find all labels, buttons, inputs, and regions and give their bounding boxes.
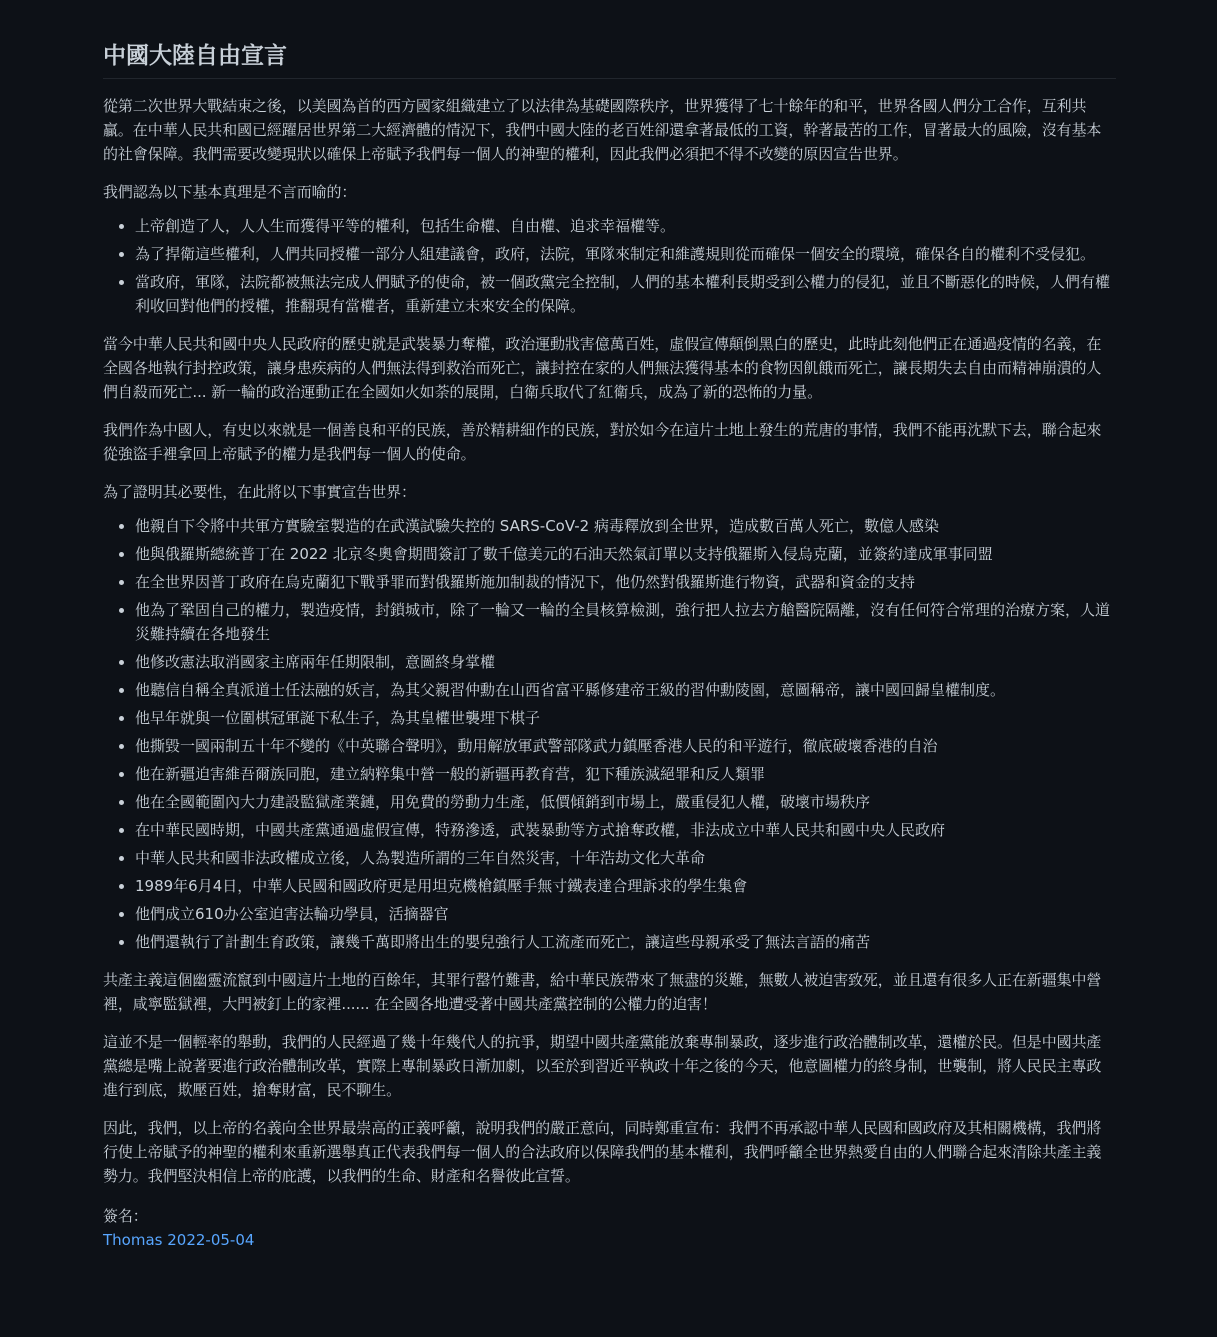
paragraph-history: 當今中華人民共和國中央人民政府的歷史就是武裝暴力奪權，政治運動戕害億萬百姓，虛假宣傳顛倒黑白的歷史，此時此刻他們正在通過疫情的名義，在全國各地執行封控政策，讓身患疾病的人們無法得到救治而死亡，讓封控在家的人們無法獲得基本的食物因飢餓而死亡，讓長期失去自由而精神崩潰的人們自殺而死亡... 新一輪的政治運動正在全國如火如荼的展開，白衛兵取代了紅衛兵，成為了新的恐怖的力量。: [103, 335, 1102, 401]
paragraph-struggle: 這並不是一個輕率的舉動，我們的人民經過了幾十年幾代人的抗爭，期望中國共產黨能放棄專制暴政，逐步進行政治體制改革，還權於民。但是中國共產黨總是嘴上說著要進行政治體制改革，實際上專制暴政日漸加劇，以至於到習近平執政十年之後的今天，他意圖權力的終身制，世襲制，將人民民主專政進行到底，欺壓百姓，搶奪財富，民不聊生。: [103, 1033, 1102, 1099]
paragraph-communism: 共產主義這個幽靈流竄到中國這片土地的百餘年，其罪行罄竹難書，給中華民族帶來了無盡的災難，無數人被迫害致死，並且還有很多人正在新疆集中營裡，咸寧監獄裡，大門被釘上的家裡...... 在全國各地遭受著中國共產黨控制的公權力的迫害！: [103, 971, 1102, 1013]
list-item: • 他早年就與一位圍棋冠軍誕下私生子，為其皇權世襲埋下棋子: [135, 706, 1116, 730]
paragraph-declaration: 因此，我們，以上帝的名義向全世界最崇高的正義呼籲，說明我們的嚴正意向，同時鄭重宣布：我們不再承認中華人民國和國政府及其相關機構，我們將行使上帝賦予的神聖的權利來重新選舉真正代表我們每一個人的合法政府以保障我們的基本權利，我們呼籲全世界熱愛自由的人們聯合起來清除共產主義勢力。我們堅決相信上帝的庇護，以我們的生命、財產和名譽彼此宣誓。: [103, 1119, 1102, 1185]
list-item: • 他們還執行了計劃生育政策，讓幾千萬即將出生的嬰兒強行人工流產而死亡，讓這些母親承受了無法言語的痛苦: [135, 930, 1116, 954]
facts-list: [103, 514, 1116, 954]
signature-link[interactable]: Thomas 2022-05-04: [103, 1231, 255, 1249]
paragraph-facts-lead: 為了證明其必要性，在此將以下事實宣告世界：: [103, 483, 416, 501]
list-item: • 他與俄羅斯總統普丁在 2022 北京冬奧會期間簽訂了數千億美元的石油天然氣訂單以支持俄羅斯入侵烏克蘭，並簽約達成軍事同盟: [135, 542, 1116, 566]
list-item: • 他聽信自稱全真派道士任法融的妖言，為其父親習仲勳在山西省富平縣修建帝王級的習仲勳陵園，意圖稱帝，讓中國回歸皇權制度。: [135, 678, 1116, 702]
list-item: • 為了捍衛這些權利，人們共同授權一部分人組建議會，政府，法院，軍隊來制定和維護規則從而確保一個安全的環境，確保各自的權利不受侵犯。: [135, 242, 1116, 266]
list-item: • 他在全國範圍內大力建設監獄產業鏈，用免費的勞動力生產，低價傾銷到市場上，嚴重侵犯人權，破壞市場秩序: [135, 790, 1116, 814]
page-title: 中國大陸自由宣言: [103, 38, 1116, 79]
list-item: • 他撕毀一國兩制五十年不變的《中英聯合聲明》，動用解放軍武警部隊武力鎮壓香港人民的和平遊行，徹底破壞香港的自治: [135, 734, 1116, 758]
truths-list: [103, 214, 1116, 318]
list-item: • 他們成立610办公室迫害法輪功學員，活摘器官: [135, 902, 1116, 926]
list-item: • 在中華民國時期，中國共產黨通過虛假宣傳，特務滲透，武裝暴動等方式搶奪政權，非法成立中華人民共和國中央人民政府: [135, 818, 1116, 842]
signature-label: 簽名：: [103, 1207, 148, 1225]
list-item: • 中華人民共和國非法政權成立後，人為製造所謂的三年自然災害，十年浩劫文化大革命: [135, 846, 1116, 870]
list-item: • 他在新疆迫害維吾爾族同胞，建立納粹集中營一般的新疆再教育营，犯下種族滅絕罪和反人類罪: [135, 762, 1116, 786]
list-item: • 在全世界因普丁政府在烏克蘭犯下戰爭罪而對俄羅斯施加制裁的情況下，他仍然對俄羅斯進行物資，武器和資金的支持: [135, 570, 1116, 594]
list-item: • 他親自下令將中共軍方實驗室製造的在武漢試驗失控的 SARS-CoV-2 病毒釋放到全世界，造成數百萬人死亡，數億人感染: [135, 514, 1116, 538]
list-item: • 他修改憲法取消國家主席兩年任期限制，意圖終身掌權: [135, 650, 1116, 674]
list-item: • 上帝創造了人，人人生而獲得平等的權利，包括生命權、自由權、追求幸福權等。: [135, 214, 1116, 238]
paragraph-intro: 從第二次世界大戰結束之後，以美國為首的西方國家組織建立了以法律為基礎國際秩序，世界獲得了七十餘年的和平，世界各國人們分工合作，互利共贏。在中華人民共和國已經躍居世界第二大經濟體的情況下，我們中國大陸的老百姓卻還拿著最低的工資，幹著最苦的工作，冒著最大的風險，沒有基本的社會保障。我們需要改變現狀以確保上帝賦予我們每一個人的神聖的權利，因此我們必須把不得不改變的原因宣告世界。: [103, 97, 1102, 163]
paragraph-mission: 我們作為中國人，有史以來就是一個善良和平的民族，善於精耕細作的民族，對於如今在這片土地上發生的荒唐的事情，我們不能再沈默下去，聯合起來從強盜手裡拿回上帝賦予的權力是我們每一個人的使命。: [103, 421, 1102, 463]
paragraph-truths-lead: 我們認為以下基本真理是不言而喻的：: [103, 183, 357, 201]
list-item: • 他為了鞏固自己的權力，製造疫情，封鎖城市，除了一輪又一輪的全員核算檢測，強行把人拉去方艙醫院隔離，沒有任何符合常理的治療方案，人道災難持續在各地發生: [135, 598, 1116, 646]
list-item: • 當政府，軍隊，法院都被無法完成人們賦予的使命，被一個政黨完全控制，人們的基本權利長期受到公權力的侵犯，並且不斷惡化的時候，人們有權利收回對他們的授權，推翻現有當權者，重新建立未來安全的保障。: [135, 270, 1116, 318]
list-item: • 1989年6月4日，中華人民國和國政府更是用坦克機槍鎮壓手無寸鐵表達合理訴求的學生集會: [135, 874, 1116, 898]
document: [103, 38, 1116, 1252]
